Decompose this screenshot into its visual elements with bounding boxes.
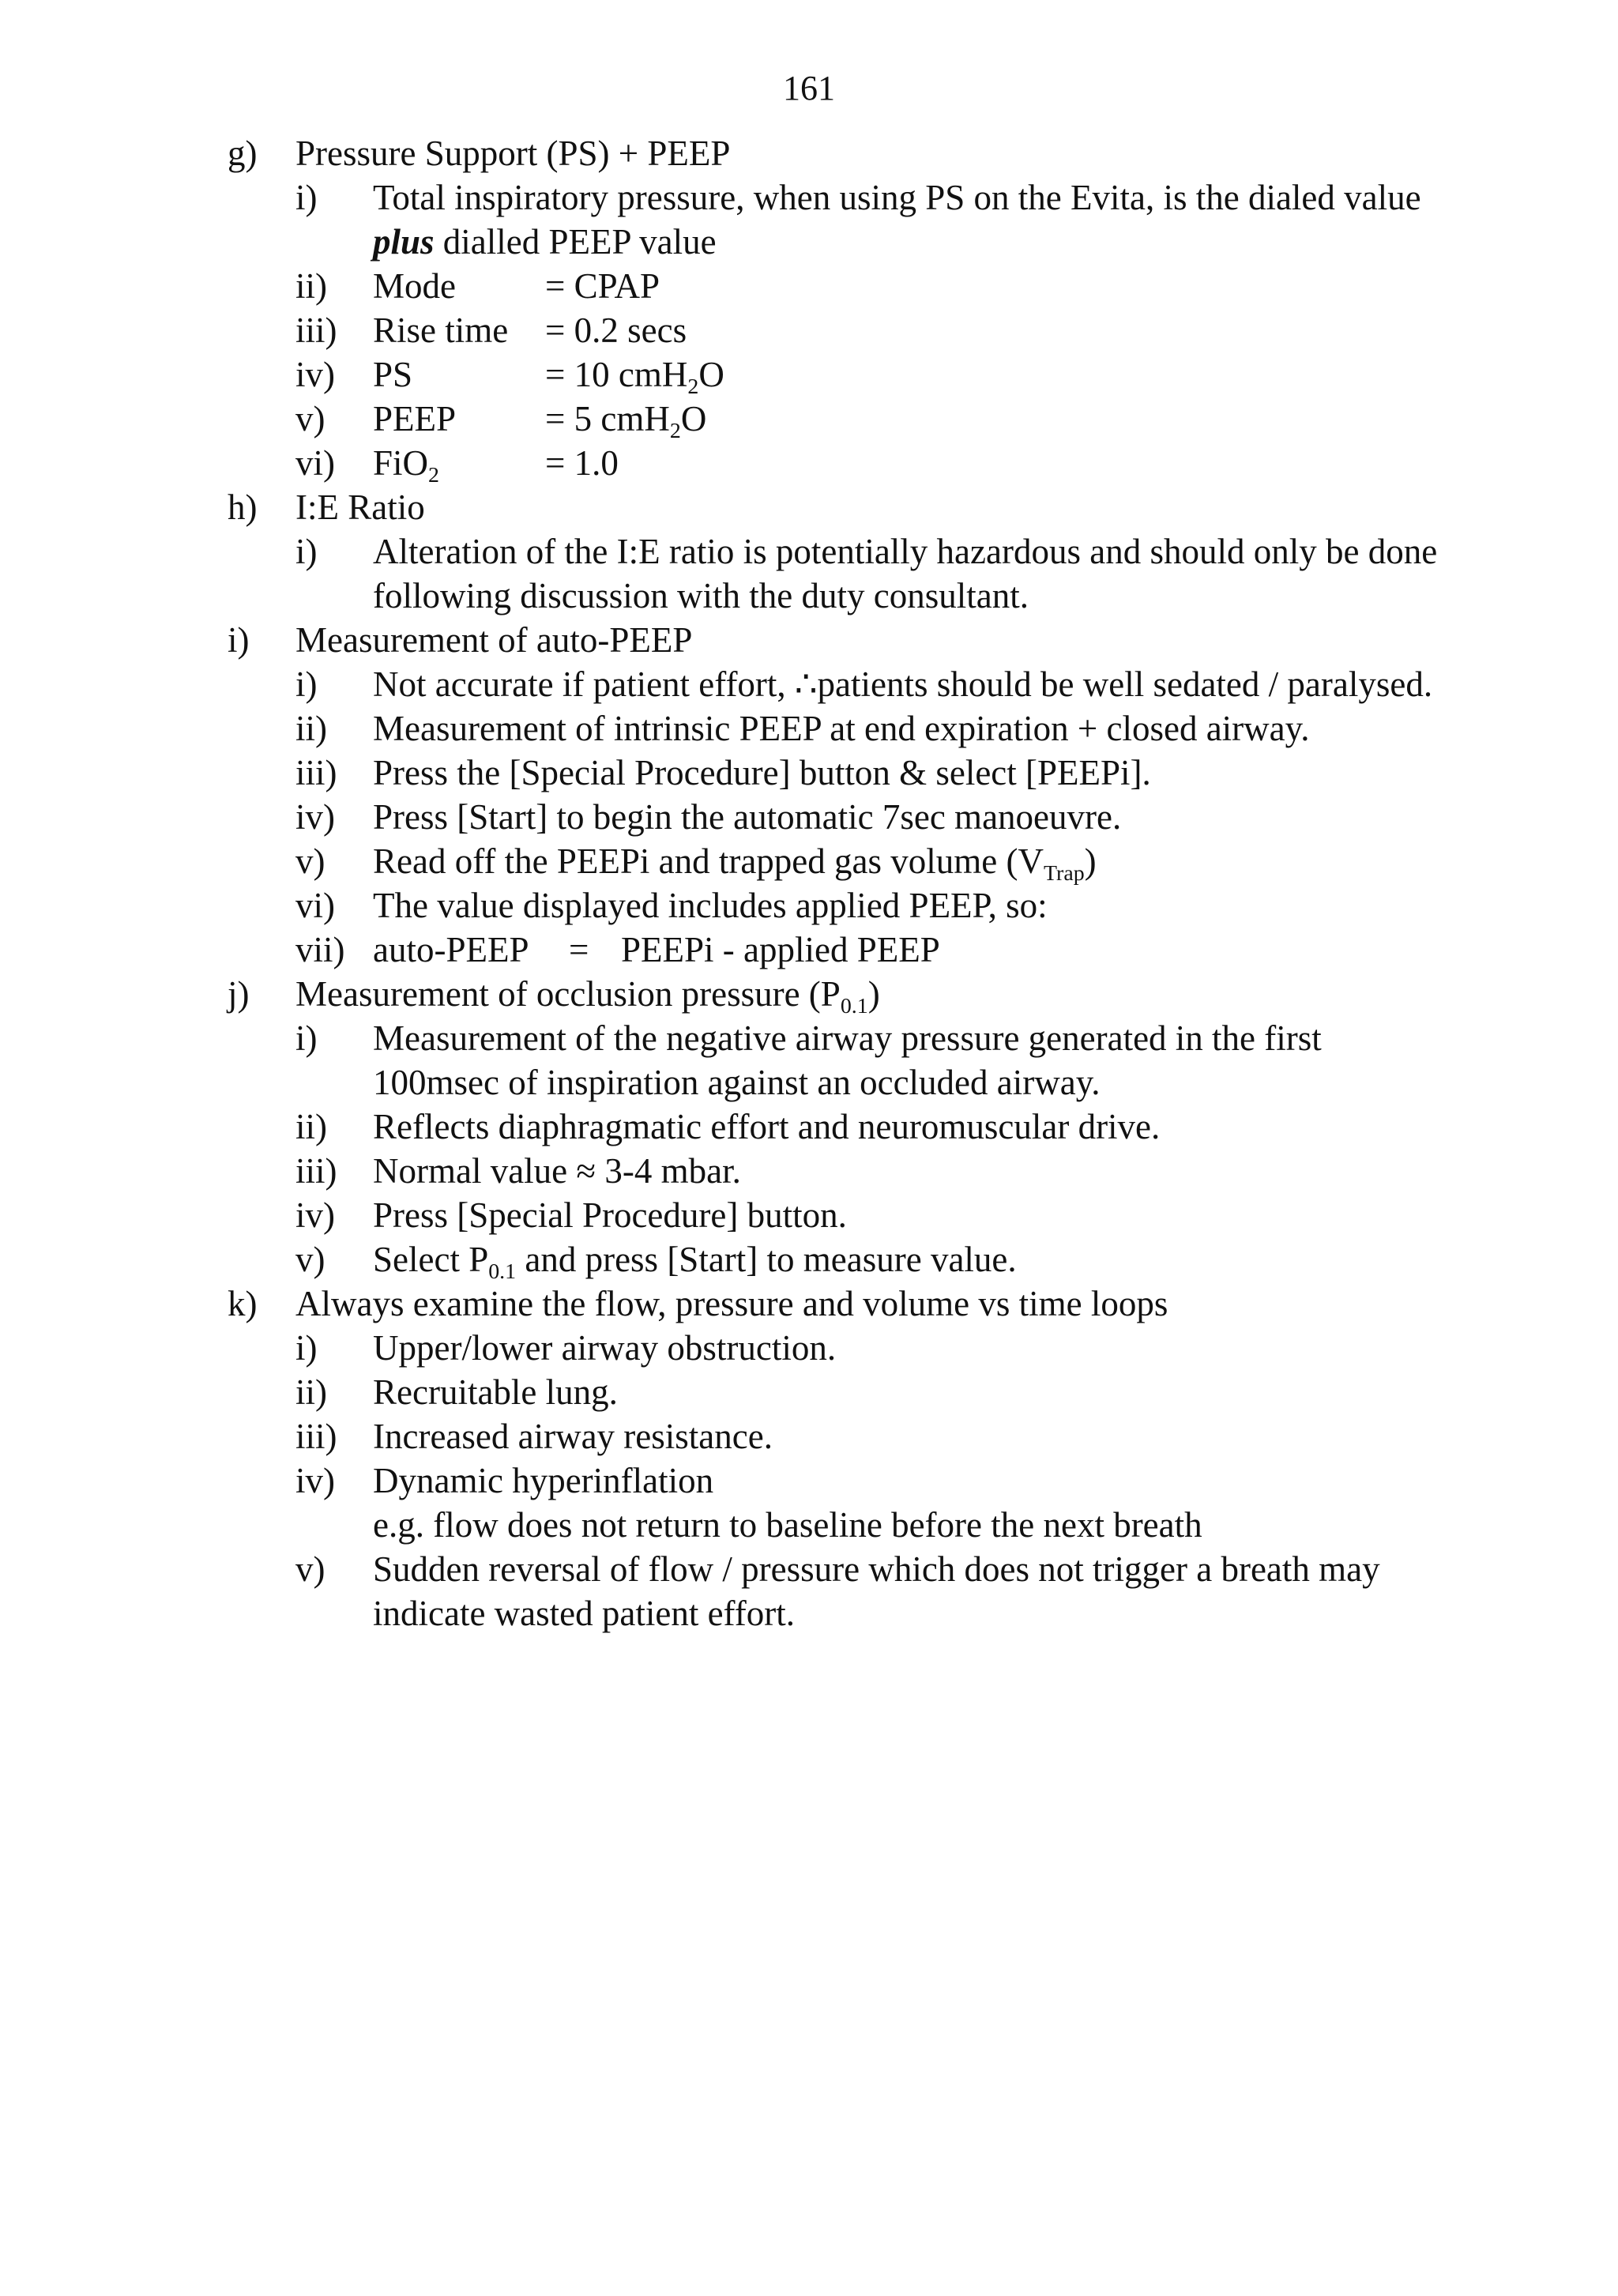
item-text-continuation: following discussion with the duty consultant. bbox=[373, 576, 1029, 615]
list-item bbox=[0, 1370, 1618, 1414]
item-text: Increased airway resistance. bbox=[373, 1417, 773, 1456]
item-marker: i) bbox=[295, 1328, 318, 1368]
item-marker: vi) bbox=[295, 886, 335, 925]
setting-name: PS bbox=[373, 355, 413, 394]
list-item bbox=[0, 1459, 1618, 1503]
setting-row bbox=[0, 397, 1618, 444]
setting-row bbox=[0, 352, 1618, 400]
list-item bbox=[0, 529, 1618, 574]
item-text: Upper/lower airway obstruction. bbox=[373, 1328, 837, 1368]
item-text-part: Read off the PEEPi and trapped gas volume (V bbox=[373, 841, 1044, 881]
title-part: Measurement of occlusion pressure (P bbox=[295, 974, 841, 1014]
value-text: O bbox=[698, 355, 724, 394]
section-title: I:E Ratio bbox=[295, 487, 425, 527]
item-text: Sudden reversal of flow / pressure which does not trigger a breath may bbox=[373, 1549, 1380, 1589]
item-marker: iv) bbox=[295, 1195, 335, 1235]
item-marker: iii) bbox=[295, 311, 337, 350]
list-item bbox=[0, 706, 1618, 751]
list-item-continuation bbox=[0, 1060, 1618, 1105]
equation-lhs: auto-PEEP bbox=[373, 930, 529, 969]
value-text: FiO bbox=[373, 443, 429, 483]
setting-value: = 0.2 secs bbox=[545, 311, 687, 350]
item-marker: iv) bbox=[295, 1461, 335, 1500]
item-text: Press the [Special Procedure] button & select [PEEPi]. bbox=[373, 753, 1151, 792]
list-item bbox=[0, 839, 1618, 886]
item-marker: v) bbox=[295, 1240, 325, 1279]
setting-row bbox=[0, 264, 1618, 308]
item-text-continuation: 100msec of inspiration against an occluded airway. bbox=[373, 1063, 1101, 1102]
item-text: Dynamic hyperinflation bbox=[373, 1461, 714, 1500]
section-h-heading bbox=[0, 485, 1618, 529]
setting-name bbox=[373, 441, 439, 488]
setting-value bbox=[545, 352, 724, 400]
subscript: Trap bbox=[1043, 861, 1085, 886]
item-marker: iv) bbox=[295, 797, 335, 837]
list-item bbox=[0, 1414, 1618, 1459]
setting-name: Mode bbox=[373, 266, 456, 306]
list-item bbox=[0, 795, 1618, 839]
emphasis-text: plus bbox=[373, 222, 435, 262]
item-marker: ii) bbox=[295, 266, 327, 306]
equation-row bbox=[0, 928, 1618, 972]
item-text: Press [Special Procedure] button. bbox=[373, 1195, 847, 1235]
section-marker: h) bbox=[228, 487, 258, 527]
item-marker: v) bbox=[295, 399, 325, 438]
item-text-part: and press [Start] to measure value. bbox=[516, 1240, 1017, 1279]
title-part: ) bbox=[867, 974, 880, 1014]
section-title bbox=[295, 972, 880, 1019]
setting-name: PEEP bbox=[373, 399, 457, 438]
setting-value bbox=[545, 397, 707, 444]
list-item-continuation bbox=[0, 574, 1618, 618]
item-text: dialled PEEP value bbox=[434, 222, 717, 262]
setting-row bbox=[0, 308, 1618, 352]
equation-rhs: PEEPi - applied PEEP bbox=[621, 930, 940, 969]
document-body bbox=[0, 131, 1618, 1635]
item-marker: i) bbox=[295, 532, 318, 571]
list-item-continuation bbox=[0, 220, 1618, 264]
list-item bbox=[0, 1016, 1618, 1060]
item-marker: vii) bbox=[295, 930, 345, 969]
item-text: Not accurate if patient effort, ∴patients should be well sedated / paralysed. bbox=[373, 664, 1433, 704]
item-marker: iii) bbox=[295, 1151, 337, 1191]
item-marker: iii) bbox=[295, 753, 337, 792]
subscript: 2 bbox=[428, 463, 439, 488]
subscript: 0.1 bbox=[488, 1259, 517, 1285]
list-item bbox=[0, 1149, 1618, 1193]
section-title: Always examine the flow, pressure and volume vs time loops bbox=[295, 1284, 1168, 1323]
list-item bbox=[0, 175, 1618, 220]
item-text-part: Select P bbox=[373, 1240, 489, 1279]
item-text bbox=[373, 839, 1097, 886]
section-j-heading bbox=[0, 972, 1618, 1019]
list-item bbox=[0, 662, 1618, 706]
list-item bbox=[0, 751, 1618, 795]
item-marker: v) bbox=[295, 1549, 325, 1589]
item-text-continuation: indicate wasted patient effort. bbox=[373, 1594, 795, 1633]
item-marker: ii) bbox=[295, 1107, 327, 1146]
item-text: Reflects diaphragmatic effort and neuromuscular drive. bbox=[373, 1107, 1161, 1146]
list-item bbox=[0, 883, 1618, 928]
item-marker: i) bbox=[295, 1018, 318, 1058]
subscript: 0.1 bbox=[840, 994, 868, 1019]
value-text: O bbox=[680, 399, 707, 438]
list-item bbox=[0, 1237, 1618, 1285]
list-item-continuation bbox=[0, 1503, 1618, 1547]
item-marker: iv) bbox=[295, 355, 335, 394]
item-text: Recruitable lung. bbox=[373, 1372, 618, 1412]
section-marker: k) bbox=[228, 1284, 258, 1323]
list-item bbox=[0, 1193, 1618, 1237]
section-k-heading bbox=[0, 1282, 1618, 1326]
item-marker: i) bbox=[295, 178, 318, 217]
item-text: Total inspiratory pressure, when using PS on the Evita, is the dialed value bbox=[373, 178, 1421, 217]
page-number: 161 bbox=[783, 69, 835, 107]
section-marker: i) bbox=[228, 620, 250, 660]
item-text: Normal value ≈ 3-4 mbar. bbox=[373, 1151, 741, 1191]
setting-name: Rise time bbox=[373, 311, 509, 350]
item-marker: vi) bbox=[295, 443, 335, 483]
item-text-part: ) bbox=[1084, 841, 1097, 881]
section-g-heading bbox=[0, 131, 1618, 175]
list-item bbox=[0, 1105, 1618, 1149]
item-marker: iii) bbox=[295, 1417, 337, 1456]
value-text: = 10 cmH bbox=[545, 355, 688, 394]
section-i-heading bbox=[0, 618, 1618, 662]
item-marker: i) bbox=[295, 664, 318, 704]
item-text-continuation bbox=[373, 220, 717, 264]
list-item-continuation bbox=[0, 1591, 1618, 1635]
item-text: Press [Start] to begin the automatic 7sec manoeuvre. bbox=[373, 797, 1122, 837]
item-text: Alteration of the I:E ratio is potentially hazardous and should only be done bbox=[373, 532, 1438, 571]
item-text: Measurement of the negative airway pressure generated in the first bbox=[373, 1018, 1322, 1058]
value-text: = 5 cmH bbox=[545, 399, 670, 438]
setting-row bbox=[0, 441, 1618, 488]
list-item bbox=[0, 1547, 1618, 1591]
setting-value: = CPAP bbox=[545, 266, 660, 306]
subscript: 2 bbox=[669, 419, 681, 444]
section-marker: j) bbox=[228, 974, 250, 1014]
item-text-continuation: e.g. flow does not return to baseline before the next breath bbox=[373, 1505, 1202, 1545]
equation-operator: = bbox=[569, 930, 589, 969]
item-text bbox=[373, 1237, 1017, 1285]
item-text: Measurement of intrinsic PEEP at end expiration + closed airway. bbox=[373, 709, 1310, 748]
item-marker: v) bbox=[295, 841, 325, 881]
setting-value: = 1.0 bbox=[545, 443, 619, 483]
item-marker: ii) bbox=[295, 709, 327, 748]
section-title: Measurement of auto-PEEP bbox=[295, 620, 693, 660]
list-item bbox=[0, 1326, 1618, 1370]
section-marker: g) bbox=[228, 134, 258, 173]
item-text: The value displayed includes applied PEEP, so: bbox=[373, 886, 1048, 925]
section-title: Pressure Support (PS) + PEEP bbox=[295, 134, 731, 173]
subscript: 2 bbox=[687, 375, 699, 400]
item-marker: ii) bbox=[295, 1372, 327, 1412]
